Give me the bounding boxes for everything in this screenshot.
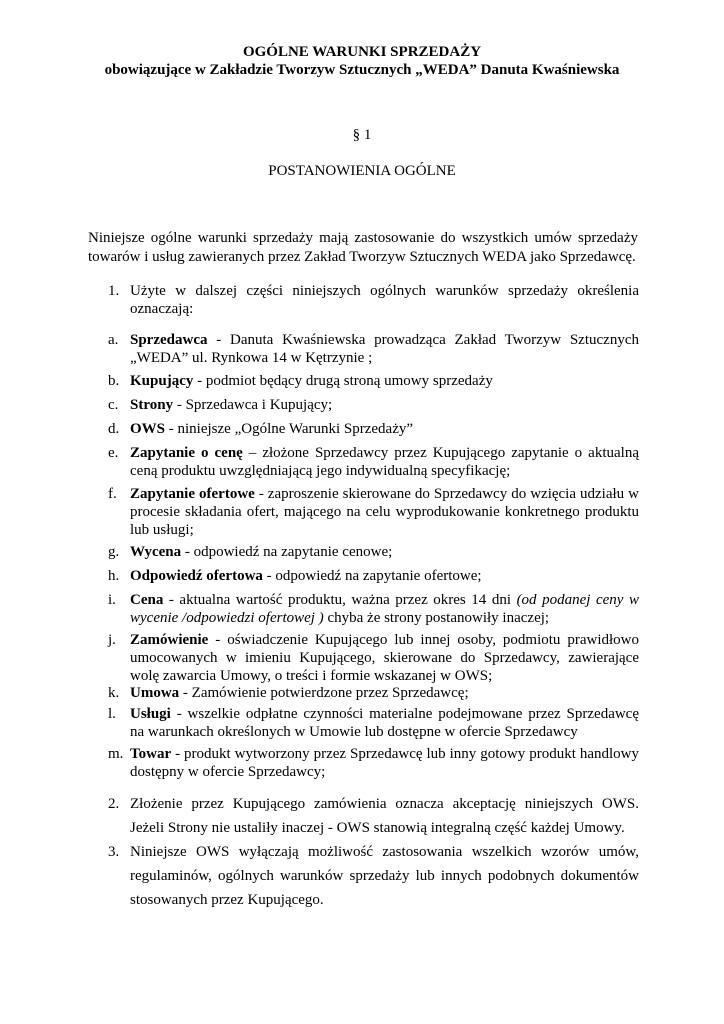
point-2-number: 2. — [108, 796, 120, 812]
definition-term: Kupujący — [130, 373, 194, 389]
definition-text: - wszelkie odpłatne czynności materialne podejmowane przez Sprzedawcę na warunkach określonych w Umowie lub dostępne w ofercie Sprzedawcy — [130, 706, 639, 740]
definition-text: - Sprzedawca i Kupujący; — [173, 397, 333, 413]
definition-item — [130, 591, 639, 627]
point-1-text: Użyte w dalszej części niniejszych ogólnych warunków sprzedaży określenia oznaczają: — [130, 283, 639, 317]
definition-item — [130, 631, 639, 685]
definition-italic-note: (od podanej ceny w wycenie /odpowiedzi ofertowej ) — [130, 592, 639, 626]
definition-item — [130, 567, 639, 585]
definition-label: c. — [108, 397, 119, 413]
definition-text: - niniejsze „Ogólne Warunki Sprzedaży” — [165, 421, 414, 437]
definition-term: Zamówienie — [130, 632, 209, 648]
definition-term: Usługi — [130, 706, 171, 722]
definition-label: l. — [108, 706, 116, 722]
definition-item — [130, 543, 639, 561]
definition-label: a. — [108, 332, 119, 348]
definition-term: Sprzedawca — [130, 332, 208, 348]
definition-term: Zapytanie o cenę — [130, 445, 243, 461]
point-3-number: 3. — [108, 844, 120, 860]
definition-item — [130, 485, 639, 539]
definition-item — [130, 444, 639, 480]
definition-text: - oświadczenie Kupującego lub innej osoby, podmiotu prawidłowo umocowanych w imieniu Kupującego, skierowane do Sprzedawcy, zawierające wolę zawarcia Umowy, o treści i formie wskazanej w OWS; — [130, 632, 639, 684]
definition-text-tail: chyba że strony postanowiły inaczej; — [323, 610, 550, 626]
document-subtitle: obowiązujące w Zakładzie Tworzyw Sztucznych „WEDA” Danuta Kwaśniewska — [104, 62, 620, 78]
section-number: § 1 — [352, 127, 372, 143]
definition-term: Wycena — [130, 544, 182, 560]
definition-term: Umowa — [130, 685, 180, 701]
definition-text: - aktualna wartość produktu, ważna przez okres 14 dni — [163, 592, 517, 608]
definition-label: e. — [108, 445, 119, 461]
definition-label: j. — [108, 632, 116, 648]
definition-text: - Zamówienie potwierdzone przez Sprzedawcę; — [179, 685, 469, 701]
definition-term: Odpowiedź ofertowa — [130, 568, 263, 584]
definition-item — [130, 745, 639, 781]
definition-term: OWS — [130, 421, 166, 437]
definition-label: d. — [108, 421, 120, 437]
section-heading: POSTANOWIENIA OGÓLNE — [268, 163, 456, 179]
definition-label: b. — [108, 373, 120, 389]
definition-item — [130, 705, 639, 741]
definition-item — [130, 684, 639, 702]
definition-text: - Danuta Kwaśniewska prowadząca Zakład Tworzyw Sztucznych „WEDA” ul. Rynkowa 14 w Kętrzynie ; — [130, 332, 639, 366]
definition-text: - zaproszenie skierowane do Sprzedawcy do wzięcia udziału w procesie składania ofert, mającego na celu wyprodukowanie konkretnego produktu lub usługi; — [130, 486, 639, 538]
definition-item — [130, 420, 639, 438]
document-title: OGÓLNE WARUNKI SPRZEDAŻY — [242, 44, 482, 60]
definition-term: Cena — [130, 592, 164, 608]
point-3-text: Niniejsze OWS wyłączają możliwość zastosowania wszelkich wzorów umów, regulaminów, ogólnych warunków sprzedaży lub innych podobnych dokumentów stosowanych przez Kupującego. — [130, 844, 639, 908]
definition-label: m. — [108, 746, 124, 762]
definition-label: k. — [108, 685, 120, 701]
definition-term: Zapytanie ofertowe — [130, 486, 255, 502]
point-2-text: Złożenie przez Kupującego zamówienia oznacza akceptację niniejszych OWS. Jeżeli Strony nie ustaliły inaczej - OWS stanowią integralną część każdej Umowy. — [130, 796, 639, 836]
definition-item — [130, 372, 639, 390]
definition-term: Towar — [130, 746, 172, 762]
point-1-number: 1. — [108, 283, 120, 299]
definition-label: h. — [108, 568, 120, 584]
definition-item — [130, 396, 639, 414]
definition-term: Strony — [130, 397, 174, 413]
definition-text: – złożone Sprzedawcy przez Kupującego zapytanie o aktualną ceną produktu uwzględniającą jego indywidualną specyfikację; — [130, 445, 639, 479]
definition-text: - produkt wytworzony przez Sprzedawcę lub inny gotowy produkt handlowy dostępny w ofercie Sprzedawcy; — [130, 746, 639, 780]
definition-text: - odpowiedź na zapytanie cenowe; — [181, 544, 393, 560]
definition-label: f. — [108, 486, 117, 502]
definition-item — [130, 331, 639, 367]
definition-label: g. — [108, 544, 120, 560]
definition-label: i. — [108, 592, 116, 608]
definition-text: - podmiot będący drugą stroną umowy sprzedaży — [193, 373, 493, 389]
intro-paragraph: Niniejsze ogólne warunki sprzedaży mają zastosowanie do wszystkich umów sprzedaży towarów i usług zawieranych przez Zakład Tworzyw Sztucznych WEDA jako Sprzedawcę. — [88, 230, 638, 265]
definition-text: - odpowiedź na zapytanie ofertowe; — [262, 568, 482, 584]
